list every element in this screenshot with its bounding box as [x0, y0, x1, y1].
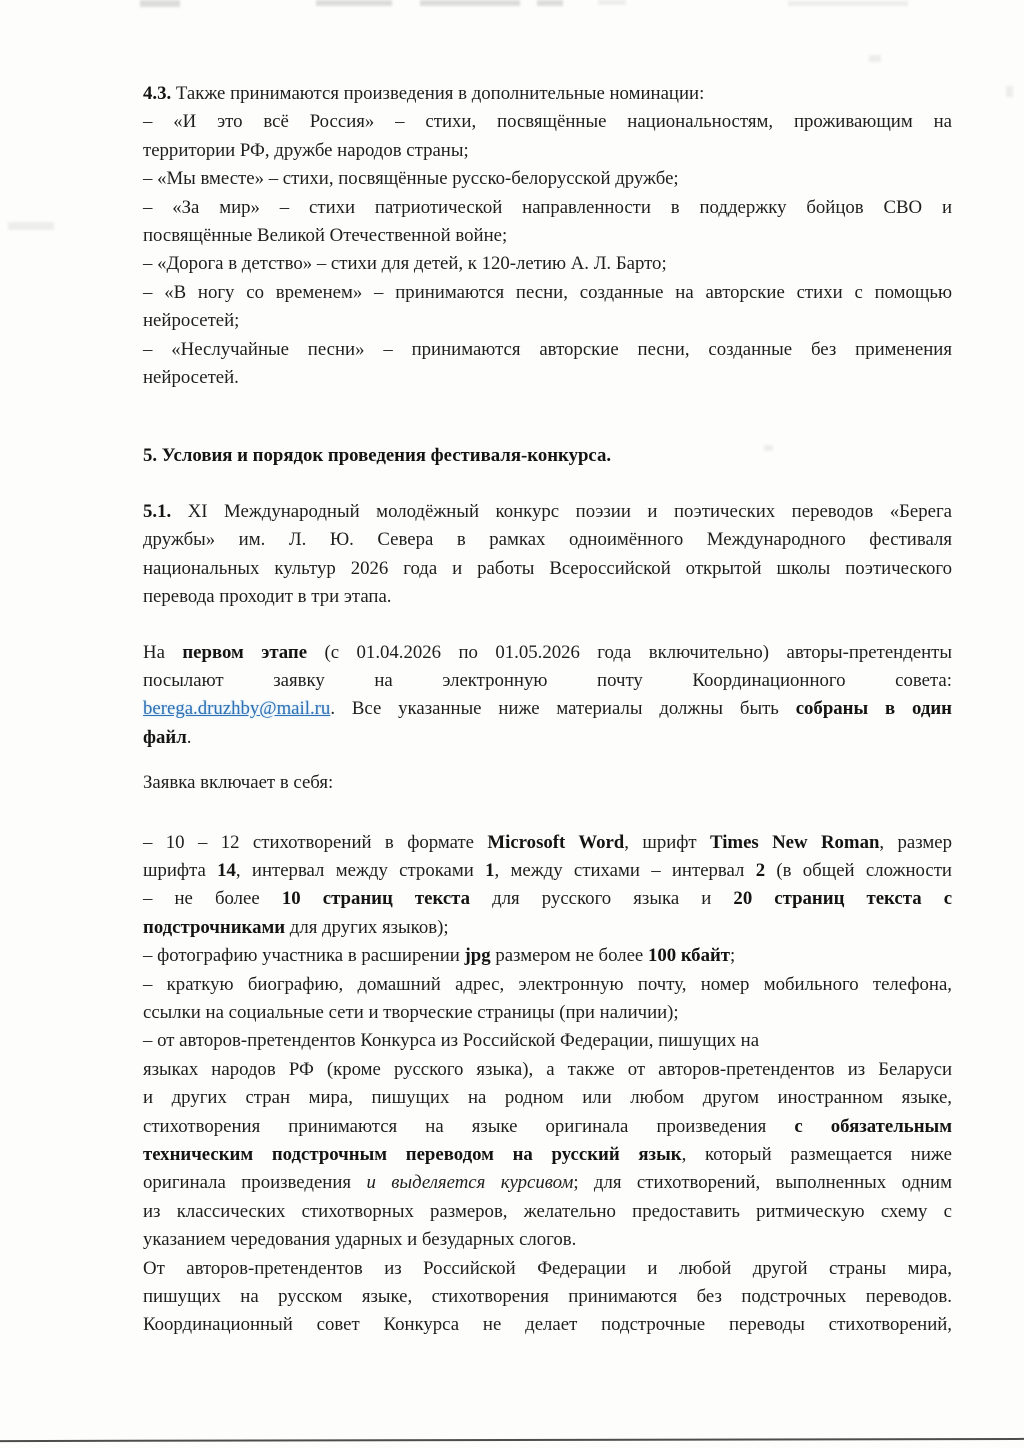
text-segment: ; [730, 945, 736, 967]
text-segment: – «Неслучайные песни» – принимаются авторские песни, созданные без применения [143, 338, 952, 360]
text-line [143, 1027, 952, 1055]
text-segment: языках народов РФ (кроме русского языка), а также от авторов-претендентов из Беларуси [143, 1058, 952, 1080]
text-segment: и других стран мира, пишущих на родном или любом другом иностранном языке, [143, 1087, 952, 1109]
text-segment: посвящённые Великой Отечественной войне; [143, 225, 508, 247]
scan-artifact [537, 0, 563, 6]
text-line [143, 279, 952, 307]
text-line [143, 695, 952, 723]
text-line [143, 222, 952, 250]
scan-artifact [598, 0, 626, 5]
scan-artifact [140, 0, 180, 7]
text-segment: – не более [143, 888, 282, 910]
bold-text: файл [143, 726, 187, 748]
text-line [143, 165, 952, 193]
text-segment: XI Международный молодёжный конкурс поэзии и поэтических переводов «Берега [171, 500, 952, 522]
application-requirements-list [143, 829, 952, 1340]
text-line [143, 1311, 952, 1339]
text-line [143, 442, 952, 470]
scan-artifact [8, 222, 54, 230]
scan-artifact [788, 1, 908, 6]
bold-text: Microsoft Word [487, 831, 625, 853]
text-segment: – 10 – 12 стихотворений в формате [143, 831, 488, 853]
text-segment: размером не более [490, 945, 648, 967]
document-content [143, 80, 952, 1340]
text-segment: – фотографию участника в расширении [143, 945, 465, 967]
text-line [143, 250, 952, 278]
bold-text: Times New Roman [710, 831, 880, 853]
bold-text: техническим подстрочным переводом на русский язык [143, 1144, 682, 1165]
bold-text: собраны в один [795, 698, 952, 720]
text-line [143, 1056, 952, 1084]
bold-text: jpg [464, 945, 491, 967]
text-line [143, 307, 952, 335]
text-line [143, 971, 952, 999]
text-segment: – «В ногу со временем» – принимаются песни, созданные на авторские стихи с помощью [143, 281, 952, 303]
text-line [143, 1169, 952, 1197]
text-line [143, 829, 952, 857]
text-segment: , интервал между строками [235, 859, 486, 881]
scan-edge-line [0, 1438, 1024, 1442]
text-segment: – от авторов-претендентов Конкурса из Российской Федерации, пишущих на [143, 1030, 760, 1052]
text-segment: нейросетей; [143, 310, 240, 332]
text-segment: Заявка включает в себя: [143, 772, 334, 794]
bold-text: 5.1. [143, 500, 172, 522]
text-line [143, 724, 952, 752]
text-segment: оригинала произведения [143, 1172, 367, 1194]
text-line [143, 999, 952, 1027]
text-line [143, 194, 952, 222]
text-segment: для других языков); [285, 916, 449, 938]
text-segment: ссылки на социальные сети и творческие страницы (при наличии); [143, 1001, 679, 1023]
italic-text: и выделяется курсивом [366, 1172, 574, 1194]
text-line [143, 1226, 952, 1254]
text-line [143, 942, 952, 970]
text-segment: пишущих на русском языке, стихотворения принимаются без подстрочных переводов. [143, 1286, 952, 1308]
section-5-heading [143, 442, 952, 470]
text-segment: . [186, 726, 192, 748]
text-segment: Координационный совет Конкурса не делает подстрочные переводы стихотворений, [143, 1314, 952, 1336]
text-line [143, 137, 952, 165]
text-segment: нейросетей. [143, 367, 239, 389]
text-segment: (в общей сложности [765, 859, 952, 881]
bold-text: 1 [485, 859, 495, 881]
scan-artifact [869, 55, 881, 62]
text-segment: указанием чередования ударных и безударных слогов. [143, 1229, 577, 1251]
text-segment: – краткую биографию, домашний адрес, электронную почту, номер мобильного телефона, [143, 973, 952, 995]
scan-artifact [420, 0, 520, 6]
text-segment: для русского языка и [470, 888, 734, 910]
bold-text: 2 [755, 859, 766, 881]
clause-4-3-nominations [143, 80, 952, 392]
text-segment: национальных культур 2026 года и работы Всероссийской открытой школы поэтического [143, 557, 952, 579]
text-line [143, 667, 952, 695]
text-segment: – «Дорога в детство» – стихи для детей, к 120-летию А. Л. Барто; [143, 253, 667, 275]
text-segment: – «Мы вместе» – стихи, посвящённые русско-белорусской дружбе; [143, 168, 679, 190]
text-line [143, 885, 952, 913]
text-segment: , который размещается ниже [681, 1144, 952, 1165]
clause-5-1 [143, 498, 952, 612]
text-segment: . Все указанные ниже материалы должны быть [330, 698, 796, 720]
text-segment: ; для стихотворений, выполненных одним [573, 1172, 952, 1194]
bold-text: первом этапе [182, 641, 308, 663]
text-segment: – «И это всё Россия» – стихи, посвящённые национальностям, проживающим на [143, 111, 952, 133]
text-line [143, 364, 952, 392]
text-line [143, 1141, 952, 1169]
text-segment: территории РФ, дружбе народов страны; [143, 139, 469, 161]
text-segment: , размер [879, 831, 953, 853]
text-line [143, 80, 952, 108]
bold-text: 4.3. [143, 83, 172, 104]
text-line [143, 1084, 952, 1112]
text-segment: перевода проходит в три этапа. [143, 586, 392, 608]
text-segment: , шрифт [624, 831, 711, 853]
application-includes-line [143, 769, 952, 797]
text-line [143, 526, 952, 554]
text-segment: шрифта [143, 859, 218, 881]
text-segment: дружбы» им. Л. Ю. Севера в рамках одноимённого Международного фестиваля [143, 529, 952, 551]
text-segment: На [143, 641, 183, 663]
bold-text: 14 [217, 859, 236, 881]
text-line [143, 914, 952, 942]
bold-text: 10 страниц текста [281, 888, 471, 910]
text-segment: посылают заявку на электронную почту Координационного совета: [143, 669, 952, 691]
text-segment: (с 01.04.2026 по 01.05.2026 года включительно) авторы-претенденты [307, 641, 952, 663]
bold-text: 100 кбайт [647, 945, 731, 967]
text-line [143, 583, 952, 611]
text-line [143, 1113, 952, 1141]
text-line [143, 498, 952, 526]
text-segment: , между стихами – интервал [494, 859, 756, 881]
email-link[interactable]: berega.druzhby@mail.ru [143, 698, 331, 720]
text-line [143, 555, 952, 583]
bold-text: 5. Условия и порядок проведения фестиваля-конкурса. [143, 445, 612, 467]
text-segment: Также принимаются произведения в дополнительные номинации: [171, 83, 705, 104]
text-line [143, 1255, 952, 1283]
first-stage-paragraph [143, 639, 952, 753]
text-line [143, 1198, 952, 1226]
text-segment: из классических стихотворных размеров, желательно предоставить ритмическую схему с [143, 1200, 952, 1222]
bold-text: 20 страниц текста с [733, 888, 953, 910]
text-line [143, 336, 952, 364]
text-line [143, 108, 952, 136]
text-line [143, 639, 952, 667]
bold-text: с обязательным [794, 1115, 952, 1137]
bold-text: подстрочниками [143, 916, 286, 938]
text-line [143, 769, 952, 797]
scan-artifact [316, 0, 392, 6]
text-line [143, 1283, 952, 1311]
text-segment: От авторов-претендентов из Российской Федерации и любой другой страны мира, [143, 1257, 952, 1279]
scan-artifact [1006, 86, 1013, 97]
text-line [143, 857, 952, 885]
text-segment: – «За мир» – стихи патриотической направленности в поддержку бойцов СВО и [143, 196, 952, 218]
text-segment: стихотворения принимаются на языке оригинала произведения [143, 1115, 795, 1137]
